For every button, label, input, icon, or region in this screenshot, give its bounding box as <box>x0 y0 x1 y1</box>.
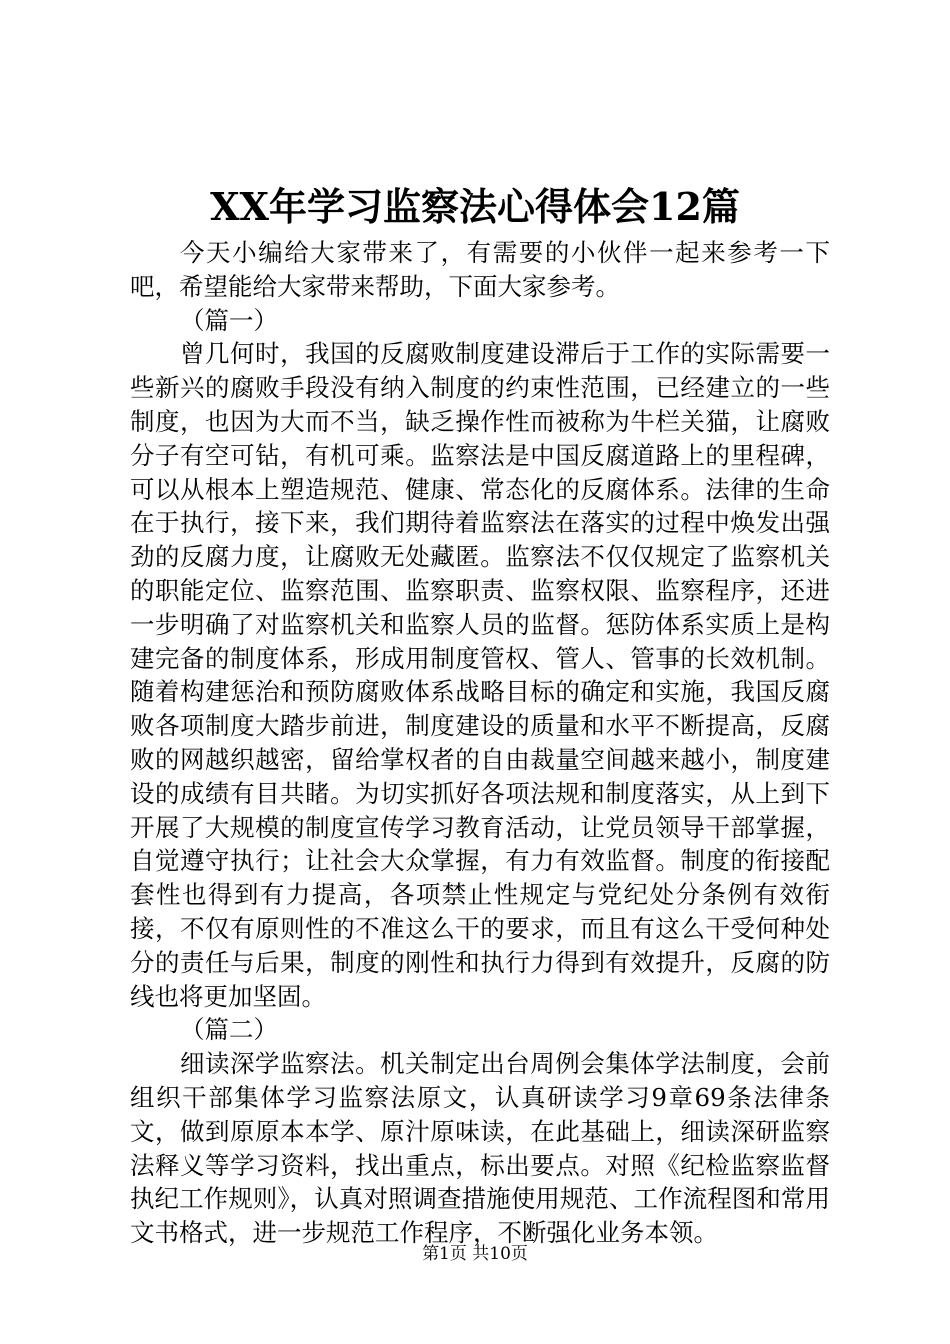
document-title: XX年学习监察法心得体会12篇 <box>210 184 740 229</box>
section-1-paragraph: 曾几何时，我国的反腐败制度建设滞后于工作的实际需要一些新兴的腐败手段没有纳入制度的约束性范围，已经建立的一些制度，也因为大而不当，缺乏操作性而被称为牛栏关猫，让腐败分子有空可钻，有机可乘。监察法是中国反腐道路上的里程碑，可以从根本上塑造规范、健康、常态化的反腐体系。法律的生命在于执行，接下来，我们期待着监察法在落实的过程中焕发出强劲的反腐力度，让腐败无处藏匿。监察法不仅仅规定了监察机关的职能定位、监察范围、监察职责、监察权限、监察程序，还进一步明确了对监察机关和监察人员的监督。惩防体系实质上是构建完备的制度体系，形成用制度管权、管人、管事的长效机制。随着构建惩治和预防腐败体系战略目标的确定和实施，我国反腐败各项制度大踏步前进，制度建设的质量和水平不断提高，反腐败的网越织越密，留给掌权者的自由裁量空间越来越小，制度建设的成绩有目共睹。为切实抓好各项法规和制度落实，从上到下开展了大规模的制度宣传学习教育活动，让党员领导干部掌握，自觉遵守执行；让社会大众掌握，有力有效监督。制度的衔接配套性也得到有力提高，各项禁止性规定与党纪处分条例有效衔接，不仅有原则性的不准这么干的要求，而且有这么干受何种处分的责任与后果，制度的刚性和执行力得到有效提升，反腐的防线也将更加坚固。 <box>130 339 830 1011</box>
section-heading-1: （篇一） <box>180 305 278 335</box>
section-heading-2: （篇二） <box>180 1015 278 1045</box>
intro-paragraph: 今天小编给大家带来了，有需要的小伙伴一起来参考一下吧，希望能给大家带来帮助，下面大家参考。 <box>130 238 830 301</box>
page-footer: 第1页 共10页 <box>422 1244 528 1264</box>
section-2-paragraph: 细读深学监察法。机关制定出台周例会集体学法制度，会前组织干部集体学习监察法原文，认真研读学习9章69条法律条文，做到原原本本学、原汁原味读，在此基础上，细读深研监察法释义等学习资料，找出重点，标出要点。对照《纪检监察监督执纪工作规则》，认真对照调查措施使用规范、工作流程图和常用文书格式，进一步规范工作程序，不断强化业务本领。 <box>130 1049 830 1248</box>
document-body <box>130 236 830 1250</box>
